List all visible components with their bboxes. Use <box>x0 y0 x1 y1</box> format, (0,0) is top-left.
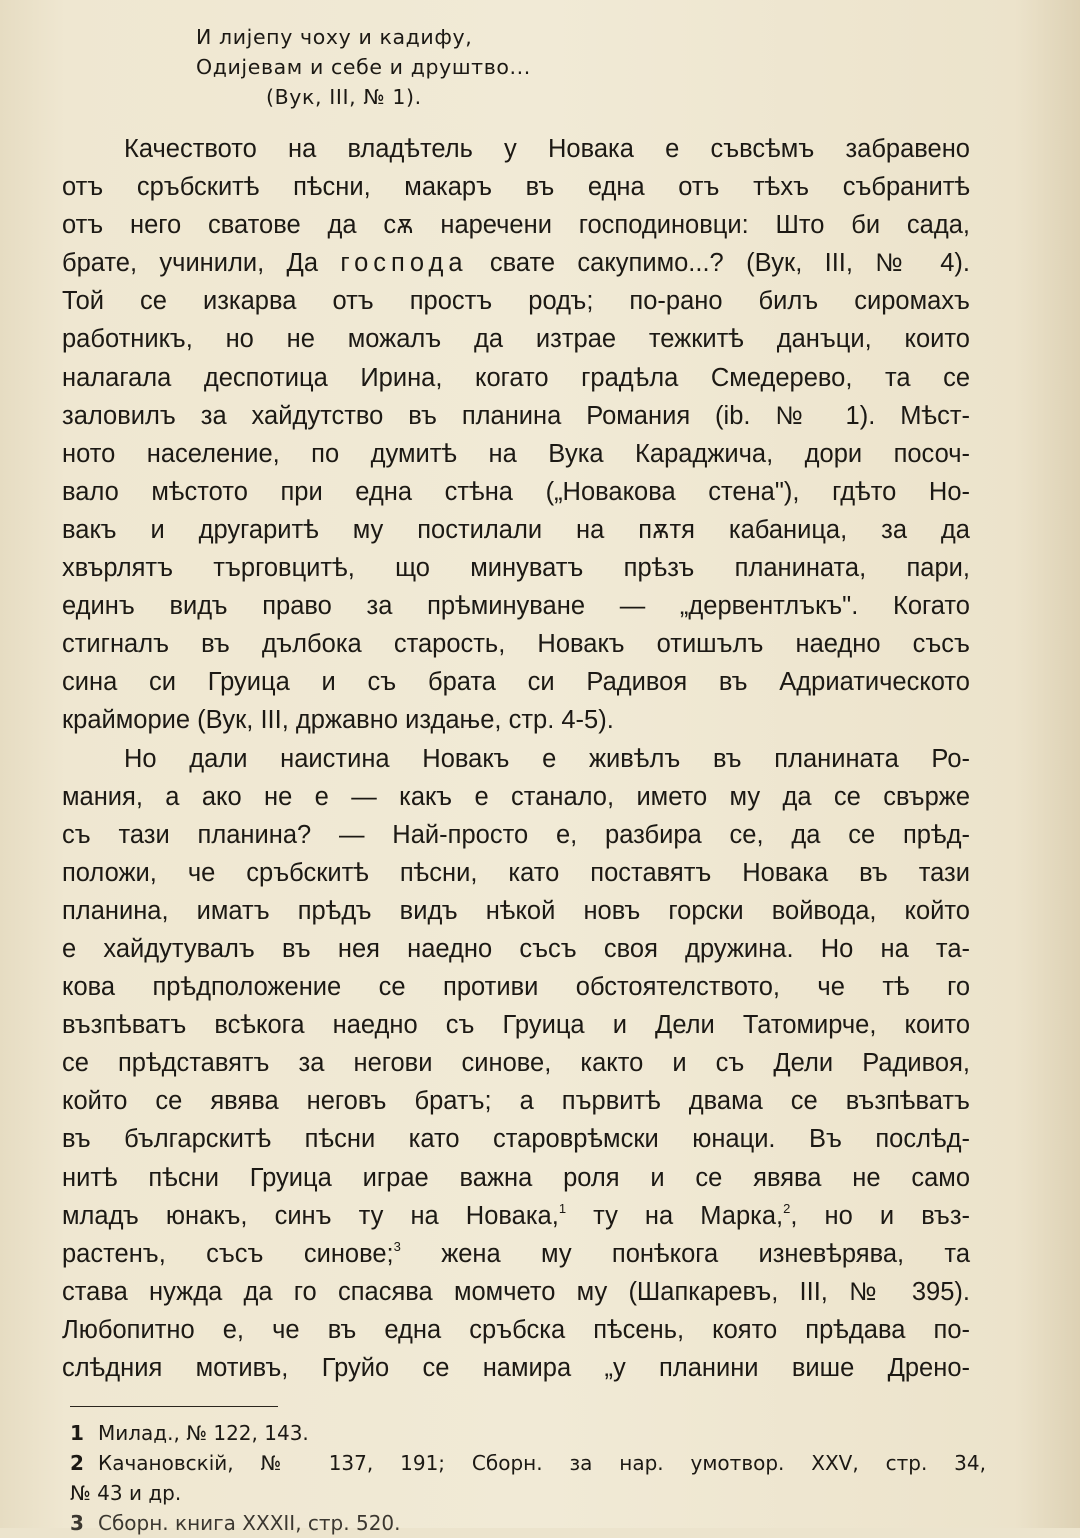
text-line: е хайдутувалъ въ нея наедно съсъ своя дружина. Но на та- <box>62 934 970 963</box>
text-line: единъ видъ право за прѣминуване — „дервентлъкъ". Когато <box>62 592 970 621</box>
text-line: крайморие (Вук, III, државно издање, стр. 4-5). <box>62 706 614 735</box>
footnote-number: 1 <box>70 1421 84 1445</box>
text-line: планина, иматъ прѣдъ видъ нѣкой новъ горски войвода, който <box>62 896 970 925</box>
footnote-divider <box>70 1406 278 1407</box>
footnote-number: 3 <box>70 1511 84 1535</box>
footnote-ref: 3 <box>393 1238 401 1254</box>
text-line: Той се изкарва отъ простъ родъ; по-рано билъ сиромахъ <box>62 287 970 316</box>
footnotes <box>70 1418 986 1538</box>
text-run: жена му понѣкога изневѣрява, та <box>400 1239 971 1268</box>
text-line: работникъ, но не можалъ да изтрае тежкитѣ данъци, които <box>62 325 970 354</box>
text-run: , но и въз- <box>790 1201 971 1230</box>
text-line: налагала деспотица Ирина, когато градѣла Смедерево, та се <box>62 363 970 392</box>
epigraph-line: И лијепу чоху и кадифу, <box>196 25 473 49</box>
text-line <box>62 1235 970 1273</box>
text-run: растенъ, съсъ синове; <box>62 1239 394 1268</box>
text-run: ту на Марка, <box>566 1201 784 1230</box>
spaced-word: господа <box>340 249 468 278</box>
text-line: отъ него сватове да сѫ наречени господиновци: Што би сада, <box>62 211 970 240</box>
text-run: младъ юнакъ, синъ ту на Новака, <box>62 1201 559 1230</box>
text-line: въ българскитѣ пѣсни като староврѣмски юнаци. Въ послѣд- <box>62 1125 970 1154</box>
text-line <box>62 244 970 282</box>
text-line: Но дали наистина Новакъ е живѣлъ въ планината Ро- <box>124 744 970 773</box>
text-line: Качеството на владѣтель у Новака е съвсѣмъ забравено <box>124 135 970 163</box>
footnote-continuation: № 43 и др. <box>70 1481 182 1505</box>
text-line: ното население, по думитѣ на Вука Караджича, дори посоч- <box>62 439 970 468</box>
footnote-text: Качановскій, № 137, 191; Сборн. за нар. умотвор. XXV, стр. 34, <box>98 1451 986 1475</box>
text-line: слѣдния мотивъ, Груйо се намира „у планини више Дрено- <box>62 1354 970 1382</box>
text-line: вакъ и другаритѣ му постилали на пѫтя кабаница, за да <box>62 515 970 544</box>
main-text <box>62 130 970 1387</box>
text-line: нитѣ пѣсни Груица играе важна роля и се явява не само <box>62 1163 970 1192</box>
text-line: възпѣватъ всѣкога наедно съ Груица и Дели Татомирче, които <box>62 1011 970 1040</box>
text-line: който се явява неговъ братъ; а първитѣ двама се възпѣватъ <box>62 1087 970 1116</box>
footnote-text: Сборн. книга XXXII, стр. 520. <box>98 1511 401 1535</box>
footnote <box>70 1508 986 1538</box>
text-line: се прѣдставятъ за негови синове, както и съ Дели Радивоя, <box>62 1049 970 1078</box>
text-line: става нужда да го спасява момчето му (Шапкаревъ, III, № 395). <box>62 1277 970 1306</box>
epigraph-citation: (Вук, III, № 1). <box>266 85 422 109</box>
text-line: кова прѣдположение се противи обстоятелството, че тѣ го <box>62 973 970 1002</box>
text-line: стигналъ въ дълбока старость, Новакъ отишълъ наедно съсъ <box>62 630 970 659</box>
footnote-number: 2 <box>70 1451 84 1475</box>
text-run: свате сакупимо...? (Вук, III, № 4). <box>467 249 971 278</box>
epigraph-line: Одијевам и себе и друштво... <box>196 55 531 79</box>
text-line: вало мѣстото при една стѣна („Новакова стена"), гдѣто Но- <box>62 477 970 506</box>
text-line: мания, а ако не е — какъ е станало, името му да се свърже <box>62 782 970 811</box>
footnote <box>70 1418 986 1448</box>
footnote-ref: 1 <box>558 1200 567 1216</box>
footnote <box>70 1448 986 1478</box>
text-line: хвърлятъ търговцитѣ, що минуватъ прѣзъ планината, пари, <box>62 554 970 583</box>
text-line: съ тази планина? — Най-просто е, разбира се, да се прѣд- <box>62 820 970 849</box>
text-line: заловилъ за хайдутство въ планина Романия (ib. № 1). Мѣст- <box>62 401 970 430</box>
text-line: положи, че сръбскитѣ пѣсни, като поставятъ Новака въ тази <box>62 858 970 887</box>
footnote-ref: 2 <box>783 1200 791 1216</box>
text-line: сина си Груица и съ брата си Радивоя въ Адриатическото <box>62 668 970 697</box>
footnote-text: Милад., № 122, 143. <box>98 1421 309 1445</box>
text-line <box>62 1197 970 1235</box>
text-line: Любопитно е, че въ една сръбска пѣсень, която прѣдава по- <box>62 1315 970 1344</box>
text-line: отъ сръбскитѣ пѣсни, макаръ въ една отъ тѣхъ събранитѣ <box>62 173 970 202</box>
text-run: брате, учинили, Да <box>62 249 341 278</box>
epigraph <box>196 22 531 112</box>
